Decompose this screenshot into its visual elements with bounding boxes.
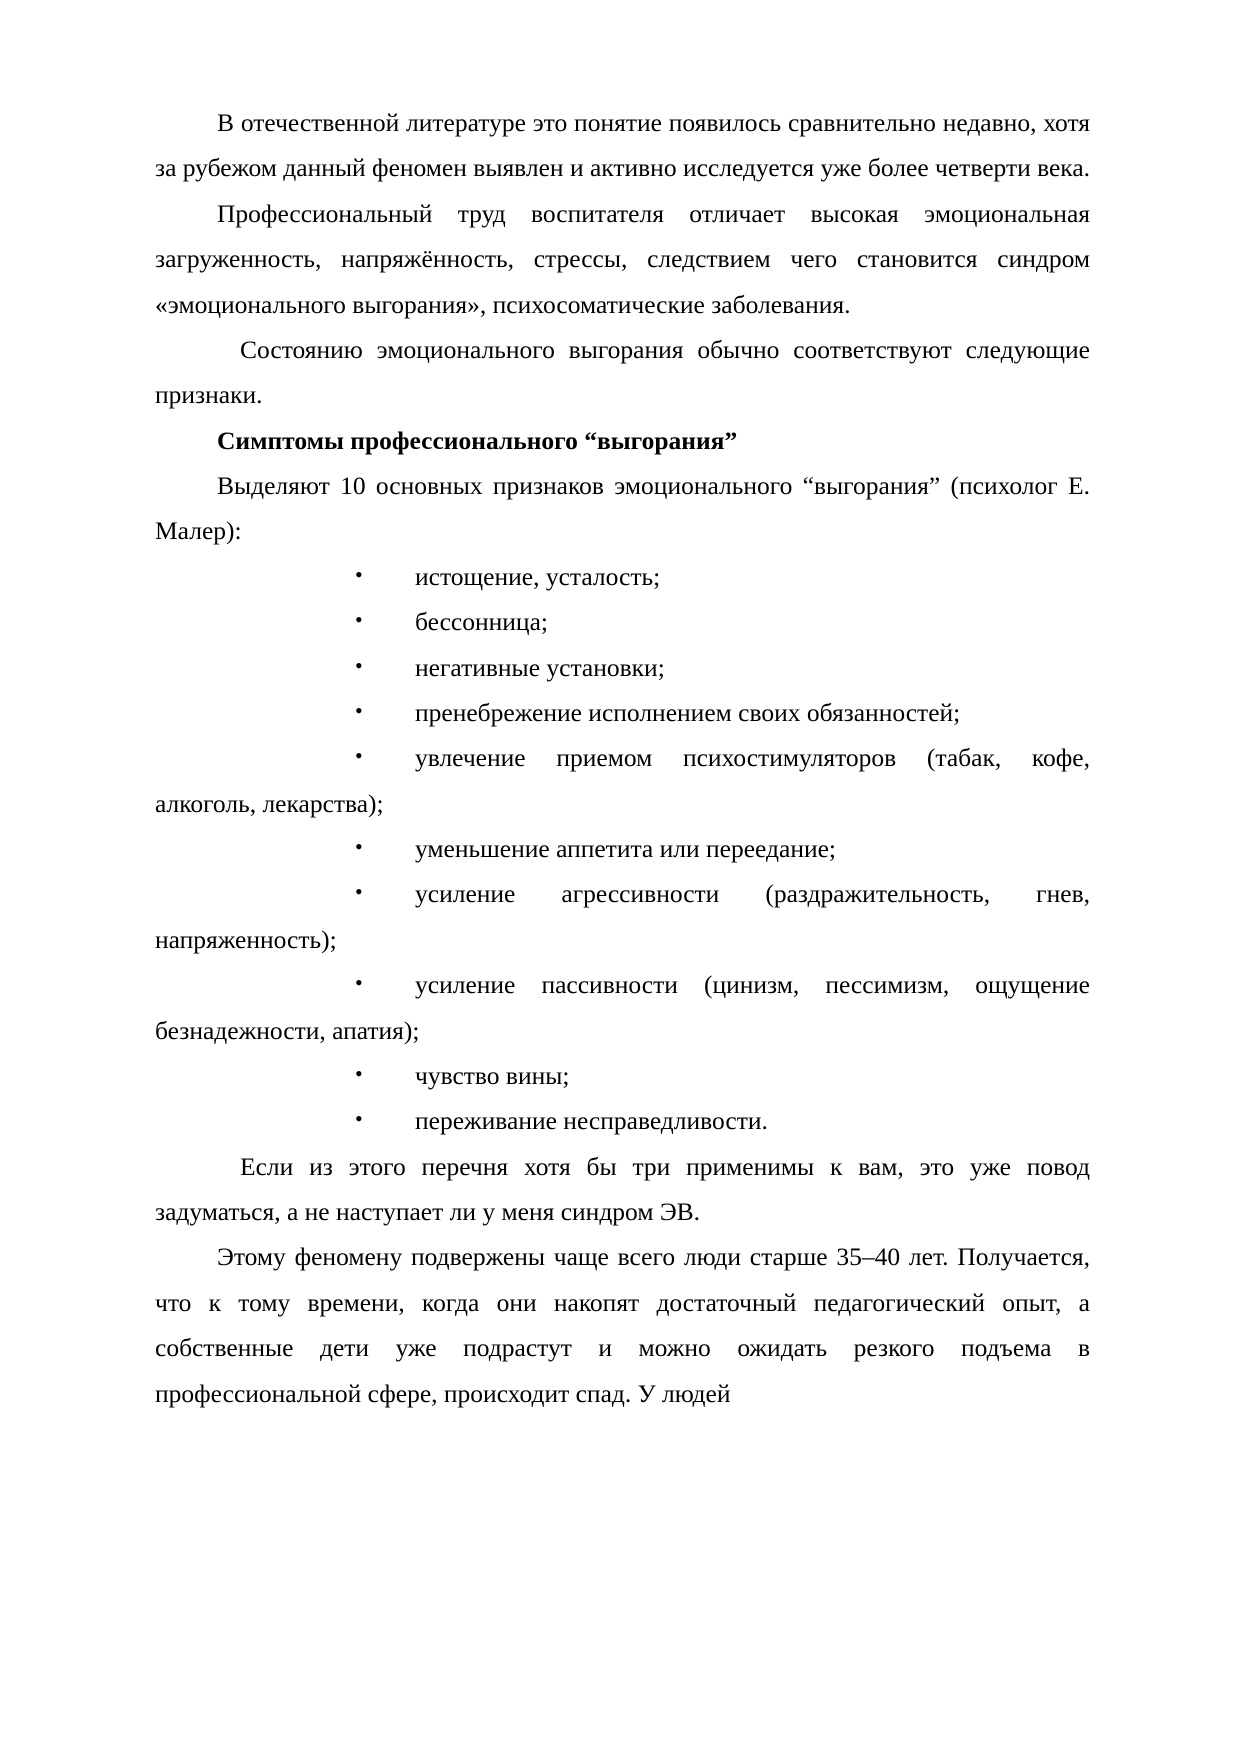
list-item-label: усиление пассивности (цинизм, пессимизм, ощущение безнадежности, апатия); — [155, 970, 1090, 1045]
list-item — [155, 690, 1090, 735]
bullet-icon: • — [355, 1106, 363, 1132]
list-item-label: переживание несправедливости. — [415, 1106, 768, 1136]
list-item-label: пренебрежение исполнением своих обязанностей; — [415, 697, 961, 727]
symptoms-list — [155, 554, 1090, 1144]
bullet-icon: • — [355, 1060, 363, 1086]
list-item-label: истощение, усталость; — [415, 561, 661, 591]
bullet-icon: • — [355, 970, 363, 996]
paragraph-4: Если из этого перечня хотя бы три применимы к вам, это уже повод задуматься, а не наступает ли у меня синдром ЭВ. — [155, 1151, 1090, 1226]
list-item — [155, 1098, 1090, 1143]
list-item-label: уменьшение аппетита или переедание; — [415, 834, 837, 863]
list-item — [155, 871, 1090, 962]
list-item-label: усиление агрессивности (раздражительность, гнев, напряженность); — [155, 879, 1090, 954]
list-item — [155, 826, 1090, 871]
document-body — [155, 100, 1090, 1416]
list-item — [155, 962, 1090, 1053]
list-item — [155, 554, 1090, 599]
bullet-icon: • — [355, 607, 363, 633]
bullet-icon: • — [355, 743, 363, 769]
bullet-icon: • — [355, 834, 363, 859]
list-item-label: чувство вины; — [415, 1060, 570, 1090]
bullet-icon: • — [355, 652, 363, 678]
list-item — [155, 645, 1090, 690]
list-item — [155, 1053, 1090, 1098]
section-heading: Симптомы профессионального “выгорания” — [217, 425, 738, 455]
list-item-label: негативные установки; — [415, 652, 665, 682]
bullet-icon: • — [355, 561, 363, 587]
bullet-icon: • — [355, 879, 363, 905]
paragraph-5: Этому феномену подвержены чаще всего люди старше 35–40 лет. Получается, что к тому времени, когда они накопят достаточный педагогический опыт, а собственные дети уже подрастут и можно ожидать резкого подъема в профессиональной сфере, происходит спад. У людей — [155, 1242, 1090, 1408]
symptoms-intro: Выделяют 10 основных признаков эмоционального “выгорания” (психолог Е. Малер): — [155, 471, 1090, 546]
paragraph-3: Состоянию эмоционального выгорания обычно соответствуют следующие признаки. — [155, 334, 1090, 410]
list-item — [155, 735, 1090, 826]
bullet-icon: • — [355, 697, 363, 723]
list-item-label: увлечение приемом психостимуляторов (табак, кофе, алкоголь, лекарства); — [155, 743, 1090, 818]
paragraph-1: В отечественной литературе это понятие появилось сравнительно недавно, хотя за рубежом данный феномен выявлен и активно исследуется уже более четверти века. — [155, 108, 1091, 183]
list-item-label: бессонница; — [415, 607, 548, 637]
paragraph-2: Профессиональный труд воспитателя отличает высокая эмоциональная загруженность, напряжённость, стрессы, следствием чего становится синдром «эмоционального выгорания», психосоматические заболевания. — [155, 198, 1090, 319]
list-item — [155, 599, 1090, 644]
